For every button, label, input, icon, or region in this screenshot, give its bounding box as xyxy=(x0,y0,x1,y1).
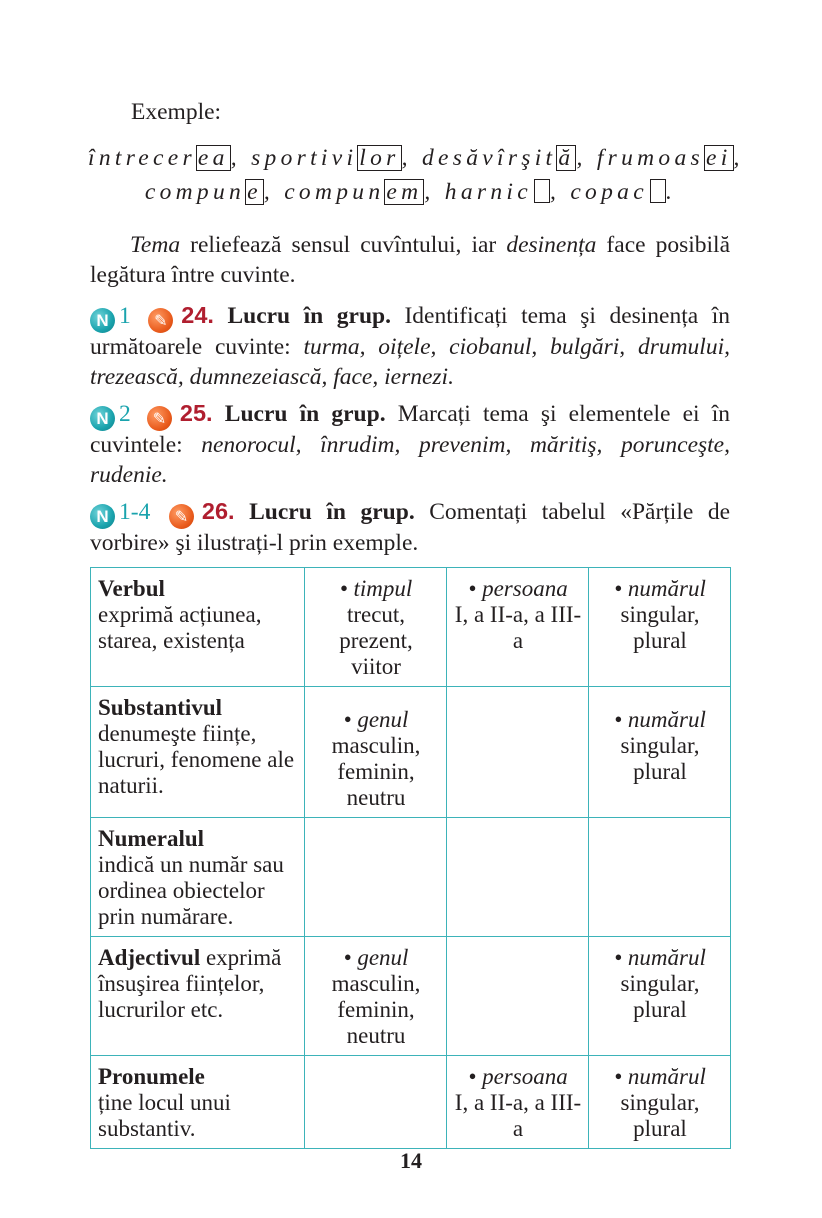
example-word: compunem, xyxy=(284,179,435,205)
task-words: nenorocul, înrudim, prevenim, măritiş, porunceşte, rudenie. xyxy=(90,432,730,488)
parts-of-speech-table xyxy=(90,567,731,1149)
table-cell xyxy=(447,818,589,937)
example-word: compune, xyxy=(144,179,274,205)
table-cell: • numărul singular, plural xyxy=(589,937,731,1056)
ending-box: ă xyxy=(558,145,575,171)
task-25: N 2 ✎ 25. Lucru în grup. Marcați tema şi elementele ei în cuvintele: nenorocul, înrudim, prevenim, măritiş, porunceşte, rudenie. xyxy=(90,400,731,488)
ending-box: lor xyxy=(359,145,400,171)
table-row xyxy=(91,687,731,818)
task-title: Lucru în grup. xyxy=(224,401,386,427)
ending-box: e xyxy=(247,179,262,205)
task-level: 1-4 xyxy=(119,499,151,525)
task-number: 24. xyxy=(181,302,214,328)
examples-line-1 xyxy=(88,142,744,174)
task-number: 26. xyxy=(201,498,235,524)
task-26: N 1-4 ✎ 26. Lucru în grup. Comentați tabelul «Părțile de vorbire» şi ilustrați-l prin exemple. xyxy=(90,498,731,556)
zero-ending-box xyxy=(650,179,666,203)
pencil-icon: ✎ xyxy=(148,308,173,333)
examples-line-2 xyxy=(88,176,733,208)
table-row xyxy=(91,1056,731,1149)
ending-box: ea xyxy=(197,145,229,171)
example-word: frumoasei, xyxy=(596,145,744,171)
table-cell xyxy=(589,818,731,937)
task-24: N 1 ✎ 24. Lucru în grup. Identificați tema şi desinența în următoarele cuvinte: turma, oițele, ciobanul, bulgări, drumului, trezească, dumnezeiască, face, iernezi. xyxy=(90,302,730,390)
task-words: turma, oițele, ciobanul, bulgări, drumului, trezească, dumnezeiască, face, iernezi. xyxy=(90,334,730,390)
table-cell: • persoana I, a II-a, a III-a xyxy=(447,1056,589,1149)
table-cell-pos: Pronumele ține locul unui substantiv. xyxy=(91,1056,305,1149)
table-cell-pos: Adjectivul exprimă însuşirea ființelor, lucrurilor etc. xyxy=(91,937,305,1056)
n-level-icon: N xyxy=(90,308,115,333)
table-row xyxy=(91,937,731,1056)
page-number: 14 xyxy=(400,1148,422,1173)
ending-box: em xyxy=(386,179,423,205)
example-word: întrecerea, xyxy=(88,145,241,171)
example-word: copac . xyxy=(570,179,677,205)
task-title: Lucru în grup. xyxy=(227,303,391,329)
table-cell: • persoana I, a II-a, a III-a xyxy=(447,568,589,687)
pencil-icon: ✎ xyxy=(169,504,194,529)
examples-label: Exemple: xyxy=(131,99,222,125)
task-title: Lucru în grup. xyxy=(249,499,415,525)
task-level: 1 xyxy=(119,303,131,329)
pencil-icon: ✎ xyxy=(147,406,172,431)
example-word: harnic , xyxy=(444,179,561,205)
zero-ending-box xyxy=(534,179,550,203)
ending-box: ei xyxy=(705,145,732,171)
task-number: 25. xyxy=(179,400,213,426)
n-level-icon: N xyxy=(90,504,115,529)
example-word: sportivilor, xyxy=(251,145,412,171)
rule-paragraph: Tema reliefează sensul cuvîntului, iar desinența face posibilă legătura între cuvinte. xyxy=(90,232,731,288)
n-level-icon: N xyxy=(90,406,115,431)
table-row xyxy=(91,568,731,687)
table-cell xyxy=(305,1056,447,1149)
task-level: 2 xyxy=(119,401,131,427)
table-cell xyxy=(305,818,447,937)
table-cell-pos: Numeralul indică un număr sau ordinea obiectelor prin numărare. xyxy=(91,818,305,937)
table-cell-pos: Substantivul denumeşte ființe, lucruri, fenomene ale naturii. xyxy=(91,687,305,818)
example-word: desăvîrşită, xyxy=(422,145,587,171)
table-cell: • numărul singular, plural xyxy=(589,687,731,818)
table-cell: • numărul singular, plural xyxy=(589,568,731,687)
table-cell xyxy=(447,687,589,818)
table-cell: • numărul singular, plural xyxy=(589,1056,731,1149)
table-cell-pos: Verbul exprimă acțiunea, starea, existența xyxy=(91,568,305,687)
table-cell: • genul masculin, feminin, neutru xyxy=(305,937,447,1056)
table-cell: • timpul trecut, prezent, viitor xyxy=(305,568,447,687)
table-cell: • genul masculin, feminin, neutru xyxy=(305,687,447,818)
table-cell xyxy=(447,937,589,1056)
table-row xyxy=(91,818,731,937)
